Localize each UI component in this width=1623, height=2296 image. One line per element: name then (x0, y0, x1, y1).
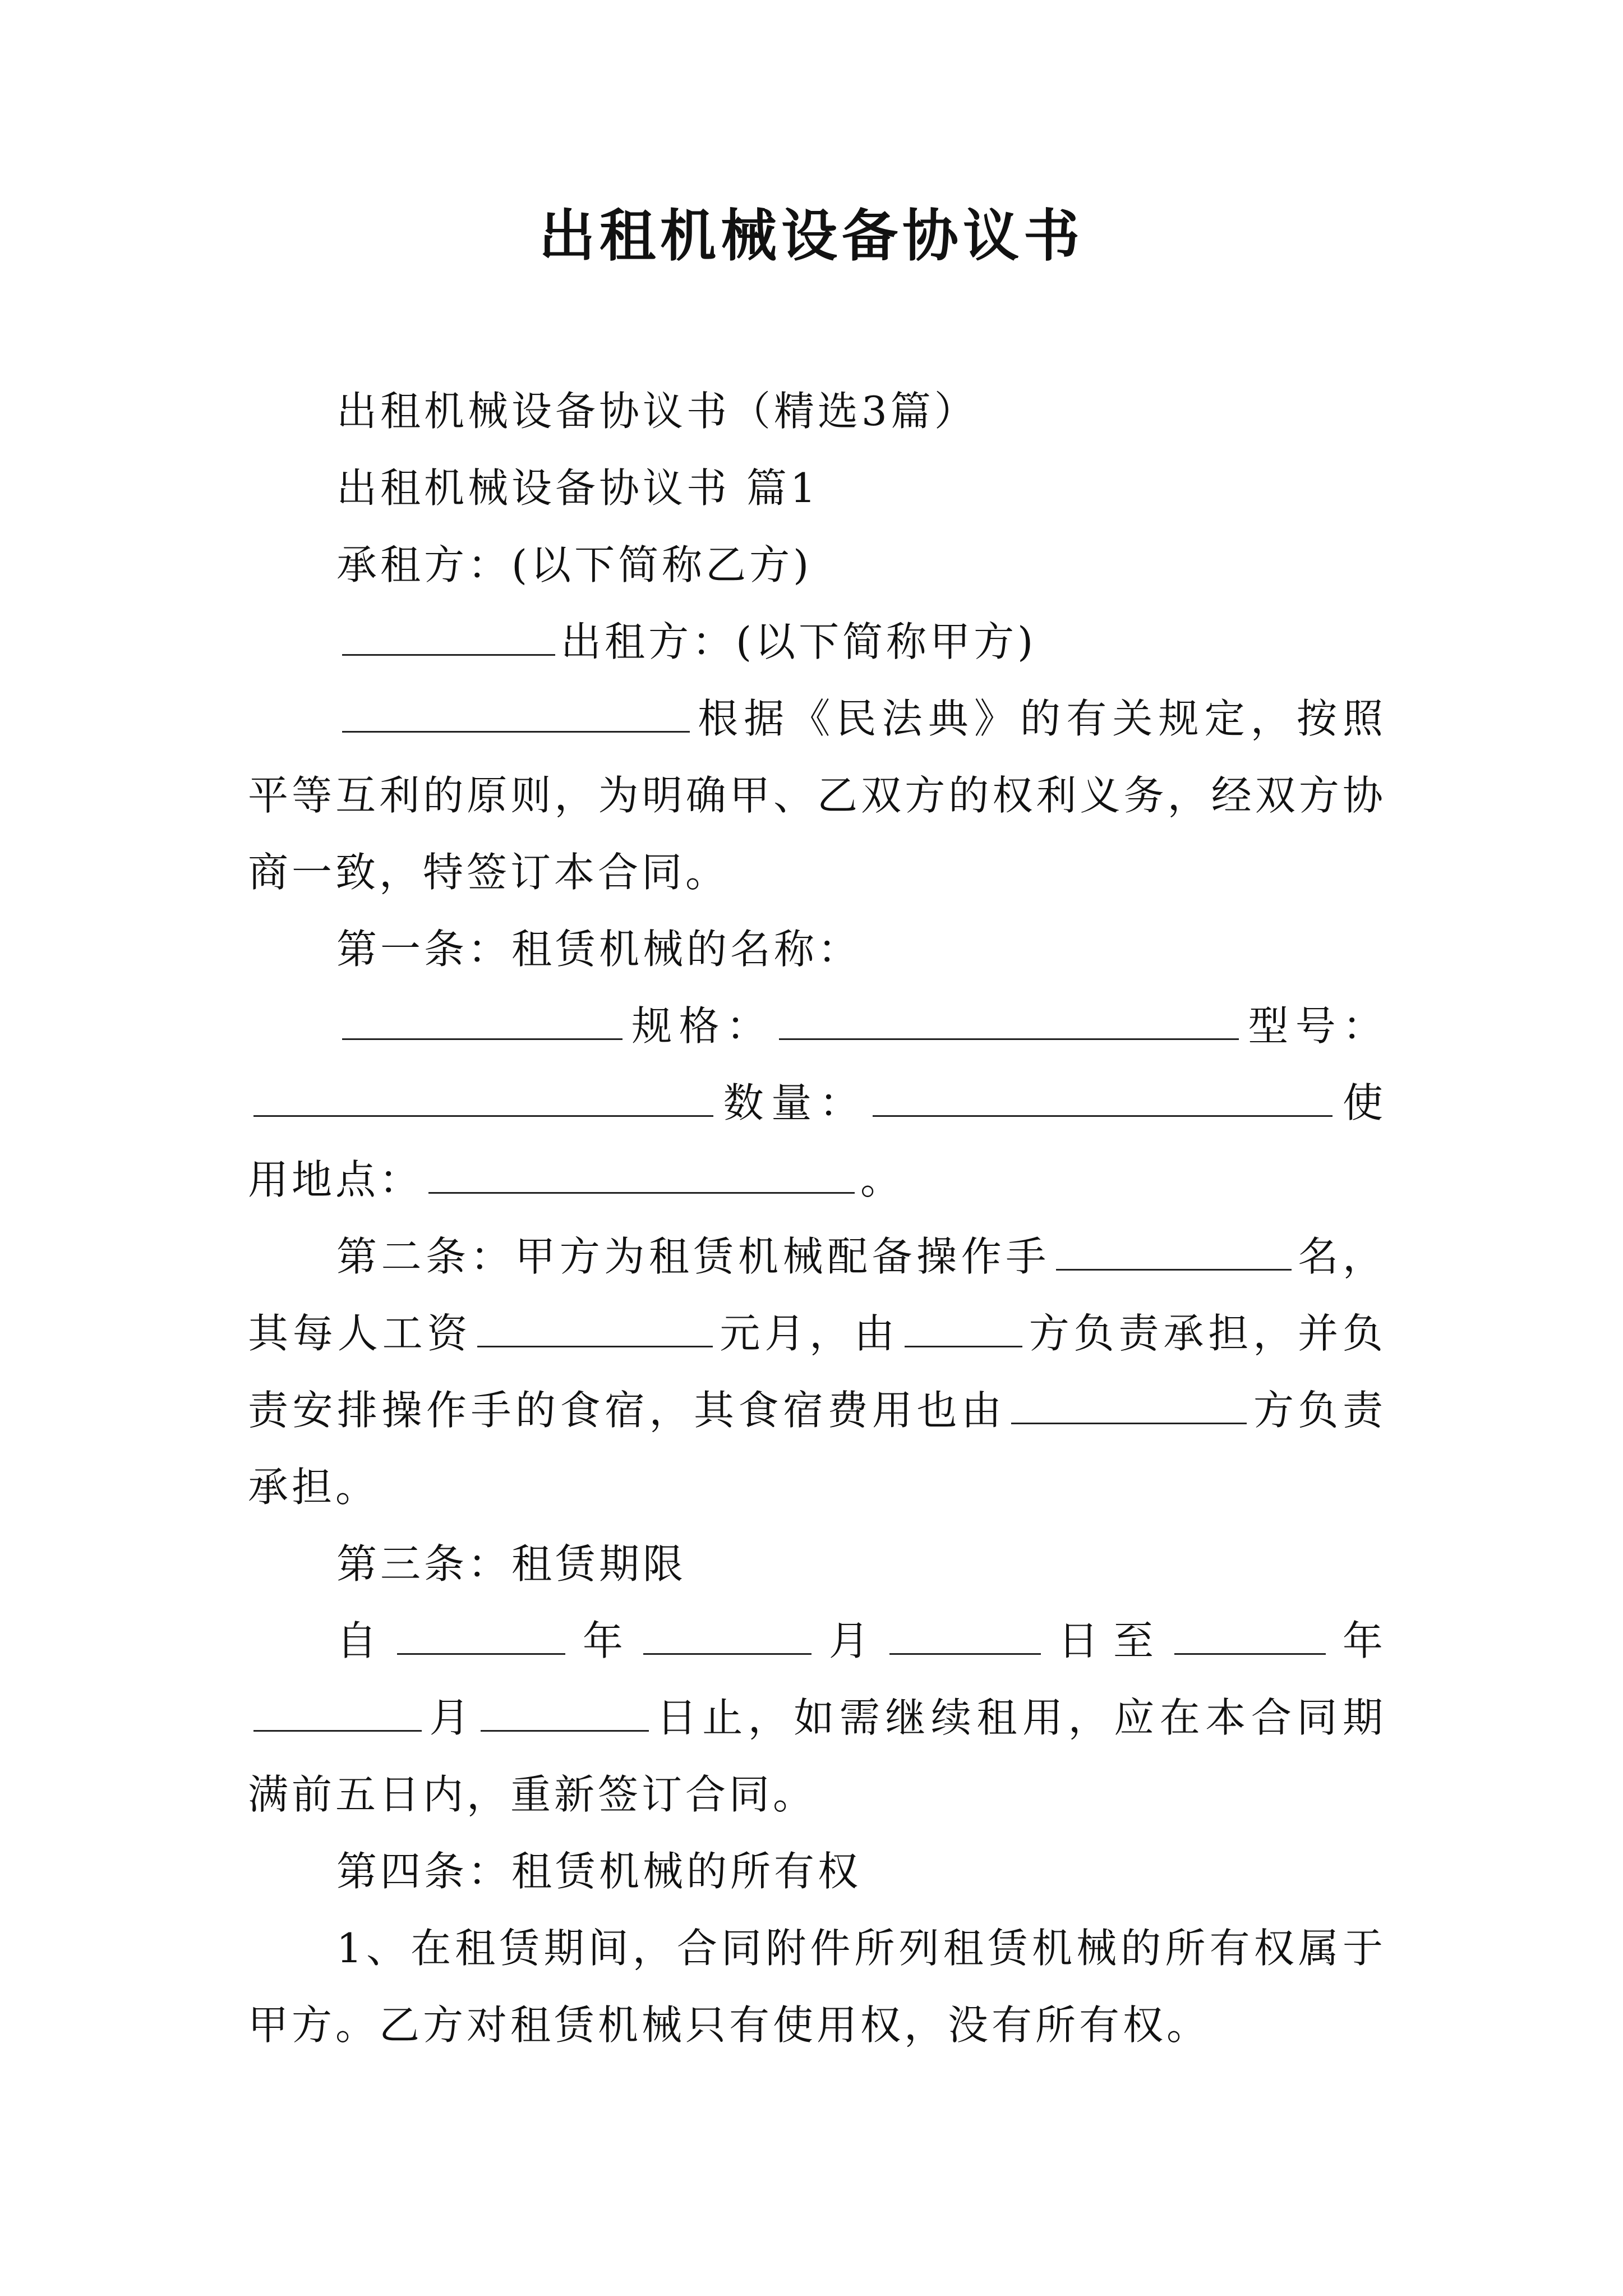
article-1-heading: 第一条：租赁机械的名称： (336, 926, 862, 973)
article-2-paragraph (248, 1218, 1386, 1526)
blank-field (253, 1084, 713, 1117)
blank-field (1174, 1622, 1326, 1655)
blank-field (477, 1314, 713, 1347)
blank-field (342, 700, 690, 733)
blank-field (889, 1622, 1041, 1655)
art2-text-b: 名，其每人工资 (248, 1233, 1386, 1357)
article-3-heading: 第三条：租赁期限 (336, 1540, 687, 1588)
document-body (248, 373, 1386, 2064)
blank-field (873, 1084, 1332, 1117)
article-3-paragraph (248, 1603, 1386, 1833)
subtitle: 出租机械设备协议书（精选3篇） (336, 388, 978, 435)
location-end: 。 (860, 1156, 905, 1203)
art2-text-c: 元月，由 (718, 1310, 899, 1357)
art2-text-a: 第二条：甲方为租赁机械配备操作手 (336, 1233, 1050, 1280)
blank-field (397, 1622, 565, 1655)
year-label: 年 (571, 1617, 638, 1664)
article-1-fields (248, 988, 1386, 1218)
spec-label: 规格： (628, 1002, 774, 1050)
day-to-label: 日至 (1046, 1617, 1169, 1664)
intro-paragraph (248, 680, 1386, 911)
blank-field (1056, 1237, 1292, 1271)
blank-field (1011, 1391, 1247, 1424)
art3-end-text: 日止，如需继续租用，应在本合同期满前五日内，重新签订合同。 (248, 1694, 1386, 1818)
blank-field (428, 1161, 855, 1194)
lessee-line: 承租方：(以下简称乙方) (336, 541, 813, 588)
blank-field (342, 623, 555, 656)
blank-field (481, 1699, 649, 1732)
from-label: 自 (336, 1617, 392, 1664)
blank-field (905, 1314, 1022, 1347)
quantity-label: 数量： (719, 1079, 868, 1126)
location-label: 使用地点： (248, 1079, 1386, 1203)
model-label: 型号： (1244, 1002, 1386, 1050)
blank-field (779, 1007, 1239, 1040)
lessor-text: 出租方：(以下简称甲方) (561, 618, 1037, 665)
intro-text: 根据《民法典》的有关规定，按照平等互利的原则，为明确甲、乙双方的权利义务，经双方协商一致，特签订本合同。 (248, 695, 1386, 896)
month-label-2: 月 (427, 1694, 476, 1741)
article-4-item-1: 1、在租赁期间，合同附件所列租赁机械的所有权属于甲方。乙方对租赁机械只有使用权，没有所有权。 (248, 1925, 1386, 2049)
section-heading: 出租机械设备协议书 篇1 (336, 464, 819, 512)
document-title: 出租机械设备协议书 (539, 203, 1084, 269)
month-label: 月 (817, 1617, 884, 1664)
blank-field (253, 1699, 422, 1732)
art2-text-d: 方负责承担，并负责安排操作手的食宿，其食宿费用也由 (248, 1310, 1386, 1434)
lessor-line (248, 604, 1386, 680)
article-4-heading: 第四条：租赁机械的所有权 (336, 1848, 862, 1895)
year-label-2: 年 (1331, 1617, 1386, 1664)
blank-field (643, 1622, 811, 1655)
blank-field (342, 1007, 623, 1040)
art2-text-e: 方负责承担。 (248, 1387, 1386, 1511)
